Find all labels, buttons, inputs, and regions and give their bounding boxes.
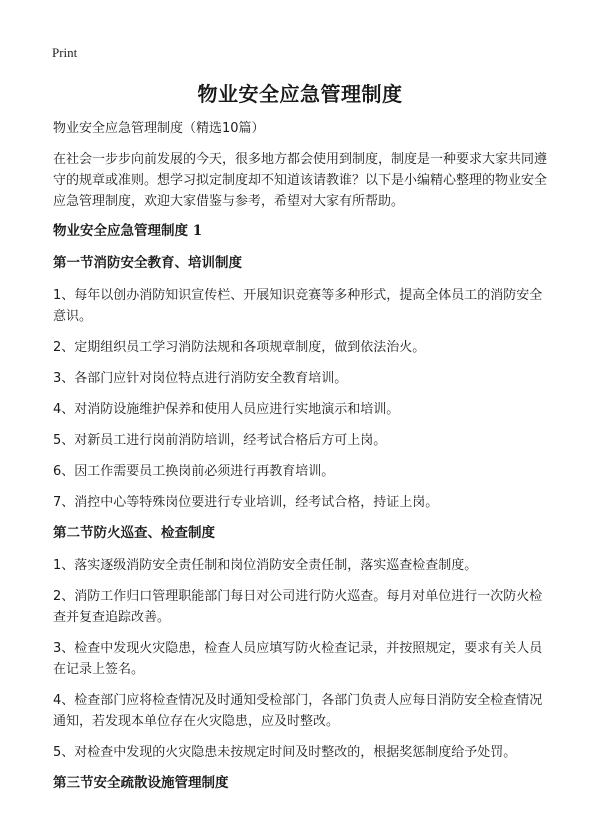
section-title: 第三节安全疏散设施管理制度 xyxy=(53,775,229,791)
section-title: 第一节消防安全教育、培训制度 xyxy=(53,255,242,271)
article-heading: 物业安全应急管理制度 1 xyxy=(53,223,203,239)
page-title: 物业安全应急管理制度 xyxy=(197,82,403,106)
list-item: 4、对消防设施维护保养和使用人员应进行实地演示和培训。 xyxy=(53,402,400,417)
list-item: 5、对检查中发现的火灾隐患未按规定时间及时整改的，根据奖惩制度给予处罚。 xyxy=(53,745,517,760)
list-item: 6、因工作需要员工换岗前必须进行再教育培训。 xyxy=(53,464,335,479)
section-title: 第二节防火巡查、检查制度 xyxy=(53,525,215,541)
list-item: 5、对新员工进行岗前消防培训，经考试合格后方可上岗。 xyxy=(53,433,387,448)
list-item: 3、各部门应针对岗位特点进行消防安全教育培训。 xyxy=(53,371,348,386)
list-item: 1、每年以创办消防知识宣传栏、开展知识竞赛等多种形式，提高全体员工的消防安全意识。 xyxy=(53,288,543,324)
list-item: 1、落实逐级消防安全责任制和岗位消防安全责任制，落实巡查检查制度。 xyxy=(53,558,478,573)
document-body xyxy=(53,118,553,805)
print-link[interactable]: Print xyxy=(52,45,78,60)
list-item: 7、消控中心等特殊岗位要进行专业培训，经考试合格，持证上岗。 xyxy=(53,495,439,510)
list-item: 2、定期组织员工学习消防法规和各项规章制度，做到依法治火。 xyxy=(53,340,426,355)
intro-paragraph: 在社会一步步向前发展的今天，很多地方都会使用到制度，制度是一种要求大家共同遵守的规章或准则。想学习拟定制度却不知道该请教谁？以下是小编精心整理的物业安全应急管理制度，欢迎大家借鉴与参考，希望对大家有所帮助。 xyxy=(53,152,548,209)
list-item: 2、消防工作归口管理职能部门每日对公司进行防火巡查。每月对单位进行一次防火检查并复查追踪改善。 xyxy=(53,589,543,625)
list-item: 4、检查部门应将检查情况及时通知受检部门，各部门负责人应每日消防安全检查情况通知，若发现本单位存在火灾隐患，应及时整改。 xyxy=(53,693,543,729)
document-subtitle: 物业安全应急管理制度（精选10篇） xyxy=(53,121,265,136)
list-item: 3、检查中发现火灾隐患，检查人员应填写防火检查记录，并按照规定，要求有关人员在记录上签名。 xyxy=(53,641,543,677)
